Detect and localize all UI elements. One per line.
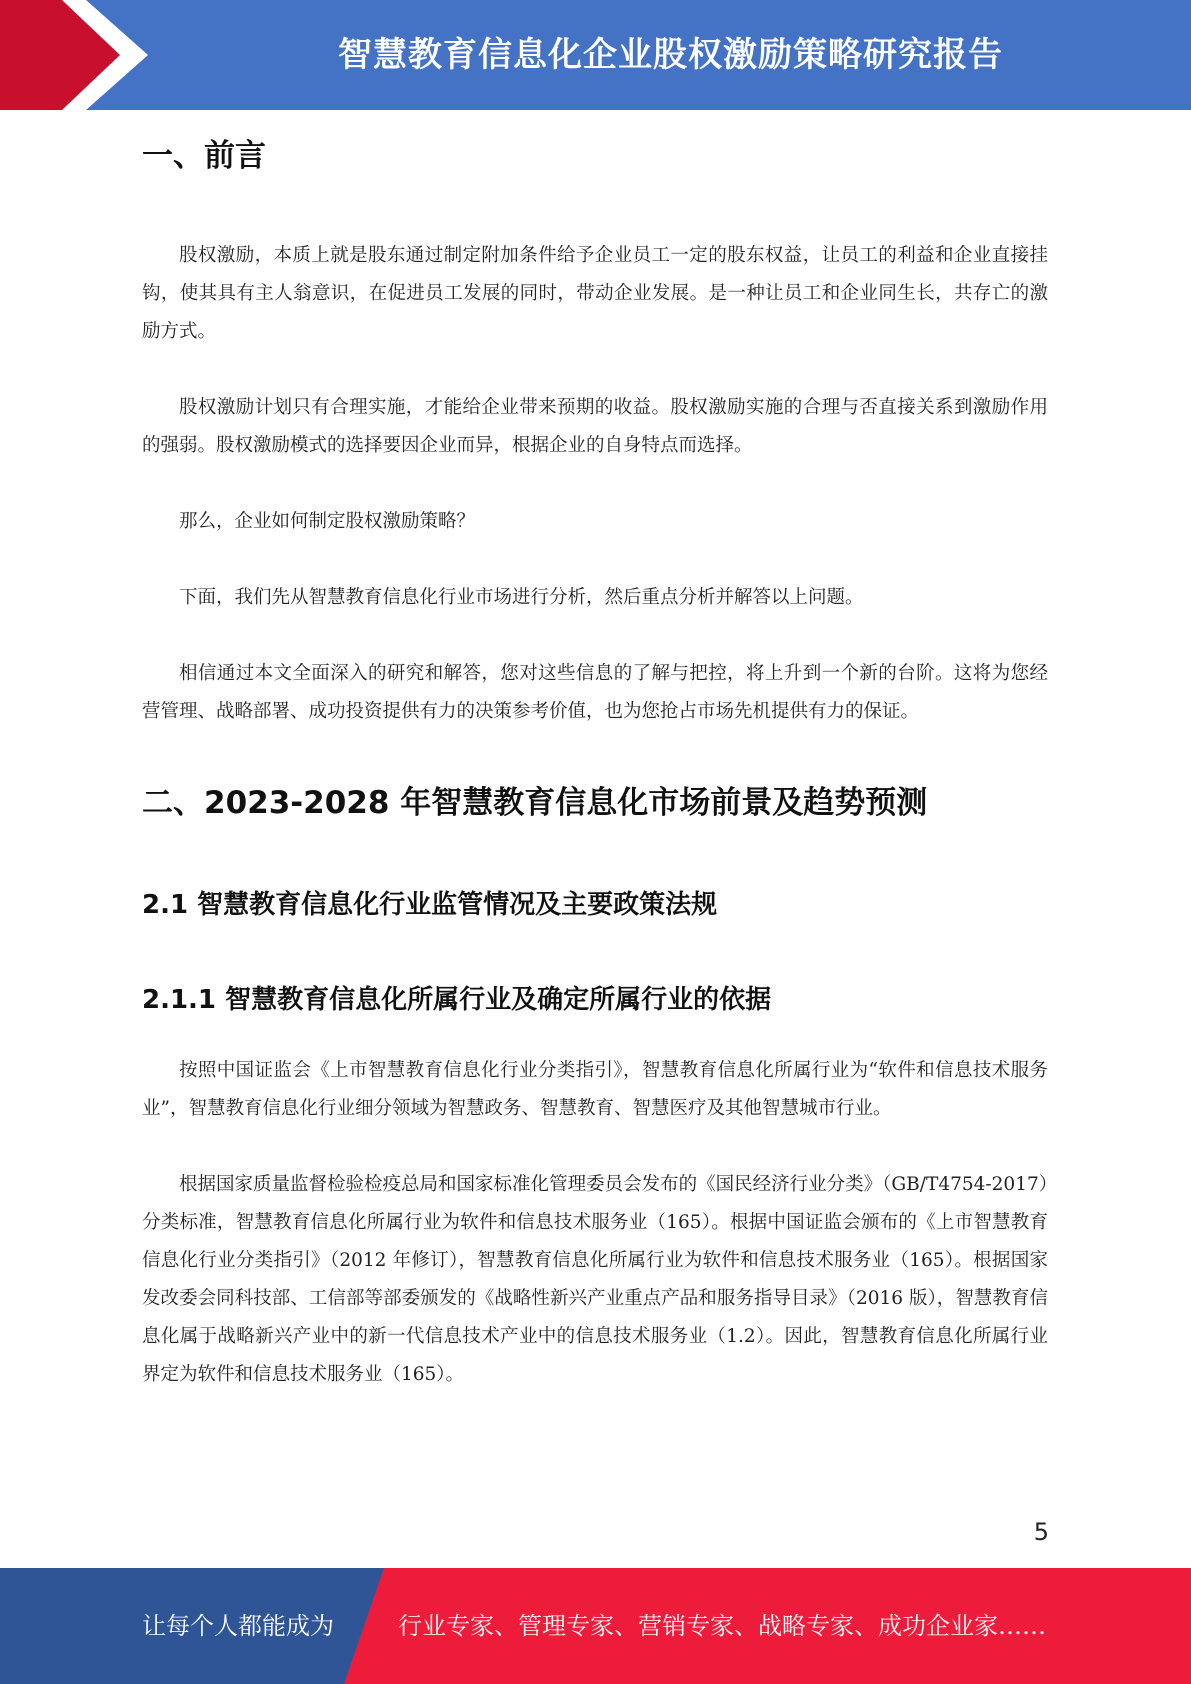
paragraph: 下面，我们先从智慧教育信息化行业市场进行分析，然后重点分析并解答以上问题。 [179,587,864,608]
header-arrow-decoration [0,0,170,110]
paragraph: 根据国家质量监督检验检疫总局和国家标准化管理委员会发布的《国民经济行业分类》（GB/T4754-2017）分类标准，智慧教育信息化所属行业为软件和信息技术服务业（165）。根据中国证监会颁布的《上市智慧教育信息化行业分类指引》（2012 年修订），智慧教育信息化所属行业为软件和信息技术服务业（165）。根据国家发改委会同科技部、工信部等部委颁发的《战略性新兴产业重点产品和服务指导目录》（2016 版），智慧教育信息化属于战略新兴产业中的新一代信息技术产业中的信息技术服务业（1.2）。因此，智慧教育信息化所属行业界定为软件和信息技术服务业（165）。 [142,1174,1048,1385]
paragraph: 相信通过本文全面深入的研究和解答，您对这些信息的了解与把控，将上升到一个新的台阶。这将为您经营管理、战略部署、成功投资提供有力的决策参考价值，也为您抢占市场先机提供有力的保证。 [142,663,1048,722]
section-heading-preface: 一、前言 [142,138,266,174]
subsubsection-heading: 2.1.1 智慧教育信息化所属行业及确定所属行业的依据 [142,985,772,1015]
paragraph: 股权激励计划只有合理实施，才能给企业带来预期的收益。股权激励实施的合理与否直接关系到激励作用的强弱。股权激励模式的选择要因企业而异，根据企业的自身特点而选择。 [142,397,1048,456]
page-number: 5 [1033,1518,1049,1546]
paragraph: 那么，企业如何制定股权激励策略？ [179,511,476,532]
header-band [0,0,1191,110]
footer-slogan-left: 让每个人都能成为 [142,1612,334,1640]
section-heading-forecast: 二、2023-2028 年智慧教育信息化市场前景及趋势预测 [142,785,928,821]
paragraph: 股权激励，本质上就是股东通过制定附加条件给予企业员工一定的股东权益，让员工的利益和企业直接挂钩，使其具有主人翁意识，在促进员工发展的同时，带动企业发展。是一种让员工和企业同生长，共存亡的激励方式。 [142,245,1048,342]
subsection-heading: 2.1 智慧教育信息化行业监管情况及主要政策法规 [142,890,718,920]
paragraph: 按照中国证监会《上市智慧教育信息化行业分类指引》，智慧教育信息化所属行业为“软件和信息技术服务业”，智慧教育信息化行业细分领域为智慧政务、智慧教育、智慧医疗及其他智慧城市行业。 [142,1060,1048,1119]
footer-slogan-right: 行业专家、管理专家、营销专家、战略专家、成功企业家…… [398,1612,1046,1640]
page-content [142,130,1048,1394]
footer-band [0,1568,1191,1684]
report-title: 智慧教育信息化企业股权激励策略研究报告 [338,35,1003,75]
